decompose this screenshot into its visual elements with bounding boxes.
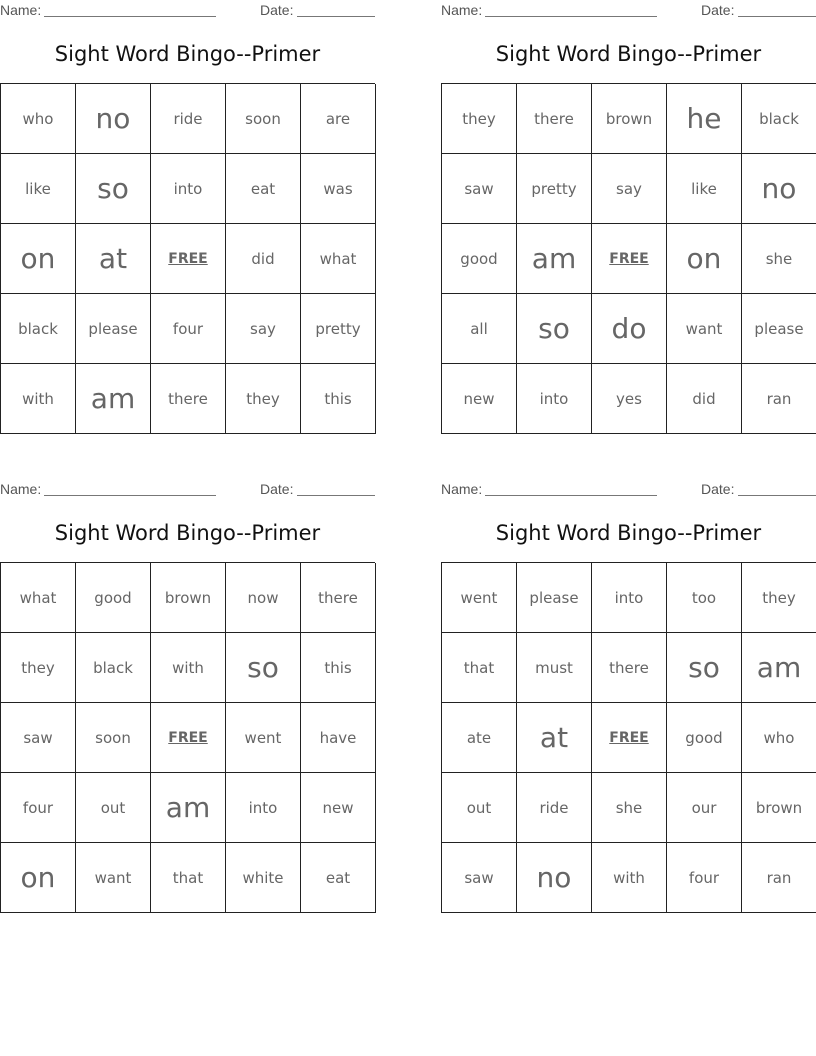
bingo-cell[interactable]: at	[76, 224, 151, 294]
name-date-row	[0, 479, 375, 501]
bingo-cell[interactable]: brown	[151, 563, 226, 633]
bingo-cell[interactable]: pretty	[517, 154, 592, 224]
bingo-cell[interactable]: they	[1, 633, 76, 703]
bingo-cell[interactable]: there	[151, 364, 226, 434]
name-date-row	[0, 0, 375, 22]
bingo-grid	[441, 83, 816, 434]
free-space-cell[interactable]: FREE	[592, 224, 667, 294]
date-blank-line[interactable]	[297, 479, 375, 496]
bingo-cell[interactable]: new	[301, 773, 376, 843]
bingo-cell[interactable]: eat	[301, 843, 376, 913]
bingo-cell[interactable]: there	[517, 84, 592, 154]
bingo-cell[interactable]: was	[301, 154, 376, 224]
bingo-cell[interactable]: what	[301, 224, 376, 294]
bingo-cell[interactable]: into	[226, 773, 301, 843]
date-label: Date:	[701, 2, 735, 18]
bingo-cell[interactable]: ran	[742, 364, 816, 434]
date-label: Date:	[701, 481, 735, 497]
bingo-cell[interactable]: black	[76, 633, 151, 703]
card-title: Sight Word Bingo--Primer	[495, 42, 762, 66]
bingo-cell[interactable]: he	[667, 84, 742, 154]
bingo-cell[interactable]: that	[151, 843, 226, 913]
bingo-cell[interactable]: please	[742, 294, 816, 364]
free-space-cell[interactable]: FREE	[151, 224, 226, 294]
bingo-cell[interactable]: good	[442, 224, 517, 294]
bingo-card	[0, 0, 375, 415]
bingo-cell[interactable]: they	[742, 563, 816, 633]
bingo-cell[interactable]: they	[442, 84, 517, 154]
bingo-cell[interactable]: do	[592, 294, 667, 364]
bingo-cell[interactable]: with	[1, 364, 76, 434]
name-blank-line[interactable]	[485, 0, 657, 17]
name-date-row	[441, 0, 816, 22]
bingo-cell[interactable]: into	[151, 154, 226, 224]
name-label: Name:	[0, 2, 42, 18]
bingo-cell[interactable]: four	[151, 294, 226, 364]
bingo-cell[interactable]: am	[76, 364, 151, 434]
date-label: Date:	[260, 2, 294, 18]
bingo-cell[interactable]: black	[1, 294, 76, 364]
bingo-cell[interactable]: am	[742, 633, 816, 703]
free-space-cell[interactable]: FREE	[151, 703, 226, 773]
bingo-cell[interactable]: she	[742, 224, 816, 294]
bingo-cell[interactable]: they	[226, 364, 301, 434]
bingo-cell[interactable]: on	[1, 843, 76, 913]
bingo-cell[interactable]: good	[667, 703, 742, 773]
bingo-cell[interactable]: out	[76, 773, 151, 843]
bingo-cell[interactable]: now	[226, 563, 301, 633]
bingo-cell[interactable]: saw	[442, 843, 517, 913]
bingo-cell[interactable]: ride	[151, 84, 226, 154]
bingo-cell[interactable]: there	[592, 633, 667, 703]
bingo-cell[interactable]: all	[442, 294, 517, 364]
date-blank-line[interactable]	[297, 0, 375, 17]
bingo-cell[interactable]: that	[442, 633, 517, 703]
bingo-cell[interactable]: on	[667, 224, 742, 294]
card-title: Sight Word Bingo--Primer	[495, 521, 762, 545]
bingo-cell[interactable]: new	[442, 364, 517, 434]
bingo-grid	[0, 83, 375, 434]
bingo-cell[interactable]: with	[592, 843, 667, 913]
bingo-cell[interactable]: please	[517, 563, 592, 633]
bingo-cell[interactable]: am	[517, 224, 592, 294]
bingo-cell[interactable]: this	[301, 364, 376, 434]
bingo-cell[interactable]: four	[1, 773, 76, 843]
bingo-cell[interactable]: with	[151, 633, 226, 703]
date-label: Date:	[260, 481, 294, 497]
name-blank-line[interactable]	[485, 479, 657, 496]
bingo-cell[interactable]: ran	[742, 843, 816, 913]
bingo-cell[interactable]: our	[667, 773, 742, 843]
bingo-cell[interactable]: white	[226, 843, 301, 913]
bingo-cell[interactable]: say	[592, 154, 667, 224]
bingo-cell[interactable]: went	[226, 703, 301, 773]
free-space-cell[interactable]: FREE	[592, 703, 667, 773]
bingo-cell[interactable]: at	[517, 703, 592, 773]
bingo-cell[interactable]: good	[76, 563, 151, 633]
bingo-cell[interactable]: into	[592, 563, 667, 633]
bingo-cell[interactable]: saw	[442, 154, 517, 224]
bingo-cell[interactable]: out	[442, 773, 517, 843]
bingo-cell[interactable]: so	[667, 633, 742, 703]
bingo-cell[interactable]: eat	[226, 154, 301, 224]
name-blank-line[interactable]	[44, 479, 216, 496]
bingo-cell[interactable]: must	[517, 633, 592, 703]
name-label: Name:	[441, 2, 483, 18]
bingo-cell[interactable]: soon	[226, 84, 301, 154]
bingo-cell[interactable]: went	[442, 563, 517, 633]
bingo-cell[interactable]: are	[301, 84, 376, 154]
bingo-cell[interactable]: please	[76, 294, 151, 364]
bingo-cell[interactable]: four	[667, 843, 742, 913]
bingo-cell[interactable]: this	[301, 633, 376, 703]
bingo-cell[interactable]: too	[667, 563, 742, 633]
bingo-cell[interactable]: yes	[592, 364, 667, 434]
bingo-cell[interactable]: brown	[592, 84, 667, 154]
bingo-cell[interactable]: no	[742, 154, 816, 224]
bingo-cell[interactable]: want	[76, 843, 151, 913]
bingo-cell[interactable]: like	[667, 154, 742, 224]
bingo-grid	[441, 562, 816, 913]
bingo-cell[interactable]: so	[517, 294, 592, 364]
bingo-cell[interactable]: did	[226, 224, 301, 294]
bingo-grid	[0, 562, 375, 913]
date-blank-line[interactable]	[738, 479, 816, 496]
name-label: Name:	[441, 481, 483, 497]
bingo-cell[interactable]: no	[76, 84, 151, 154]
bingo-cell[interactable]: into	[517, 364, 592, 434]
bingo-cell[interactable]: what	[1, 563, 76, 633]
bingo-cell[interactable]: ride	[517, 773, 592, 843]
bingo-cell[interactable]: so	[76, 154, 151, 224]
bingo-cell[interactable]: who	[1, 84, 76, 154]
bingo-cell[interactable]: who	[742, 703, 816, 773]
bingo-cell[interactable]: black	[742, 84, 816, 154]
bingo-cell[interactable]: pretty	[301, 294, 376, 364]
bingo-cell[interactable]: am	[151, 773, 226, 843]
date-blank-line[interactable]	[738, 0, 816, 17]
bingo-card	[441, 0, 816, 408]
bingo-cell[interactable]: like	[1, 154, 76, 224]
bingo-cell[interactable]: she	[592, 773, 667, 843]
bingo-cell[interactable]: there	[301, 563, 376, 633]
card-title: Sight Word Bingo--Primer	[54, 521, 321, 545]
name-date-row	[441, 479, 816, 501]
bingo-cell[interactable]: brown	[742, 773, 816, 843]
bingo-cell[interactable]: want	[667, 294, 742, 364]
bingo-cell[interactable]: ate	[442, 703, 517, 773]
bingo-cell[interactable]: soon	[76, 703, 151, 773]
bingo-cell[interactable]: say	[226, 294, 301, 364]
bingo-cell[interactable]: no	[517, 843, 592, 913]
name-blank-line[interactable]	[44, 0, 216, 17]
bingo-cell[interactable]: saw	[1, 703, 76, 773]
name-label: Name:	[0, 481, 42, 497]
bingo-cell[interactable]: did	[667, 364, 742, 434]
bingo-cell[interactable]: so	[226, 633, 301, 703]
bingo-cell[interactable]: on	[1, 224, 76, 294]
bingo-card	[0, 479, 375, 894]
card-title: Sight Word Bingo--Primer	[54, 42, 321, 66]
bingo-cell[interactable]: have	[301, 703, 376, 773]
bingo-card	[441, 479, 816, 894]
